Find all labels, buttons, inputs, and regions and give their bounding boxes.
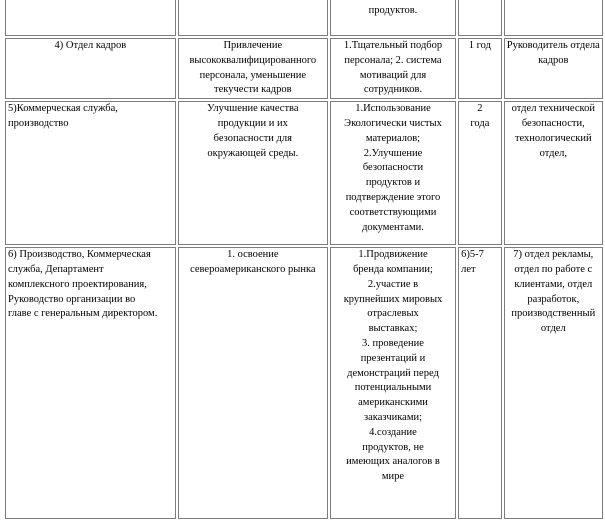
cell-text: 6) Производство, Коммерческая служба, Департамент комплексного проектирования, Руководство организации во главе с генеральным директором. (8, 249, 158, 320)
table-cell (458, 0, 501, 36)
table-cell (504, 0, 603, 36)
table-row (5, 38, 603, 99)
department-cell (5, 38, 176, 99)
cell-text: 1.Продвижение бренда компании; 2.участие в крупнейших мировых отраслевых выставках; 3. проведение презентаций и демонстраций перед потенциальными американскими заказчиками; 4.создание продуктов, не имеющих аналогов в мире (343, 249, 443, 483)
table-cell (330, 0, 456, 36)
cell-text: Улучшение качества продукции и их безопасности для окружающей среды. (207, 103, 299, 159)
cell-text: 7) отдел рекламы, отдел по работе с клиентами, отдел разработок, производственный отдел (511, 249, 596, 335)
cell-text: 1 год (468, 40, 491, 51)
cell-text: 4) Отдел кадров (54, 40, 127, 51)
strategy-table (3, 0, 605, 521)
responsible-cell (504, 247, 603, 519)
table-row (5, 247, 603, 519)
cell-text: 5)Коммерческая служба, производство (8, 103, 118, 129)
responsible-cell (504, 38, 603, 99)
table-cell (5, 0, 176, 36)
goal-cell (178, 38, 328, 99)
cell-text: 1. освоение североамериканского рынка (190, 249, 316, 275)
table-row (5, 0, 603, 36)
cell-text: Руководитель отдела кадров (506, 40, 600, 66)
goal-cell (178, 101, 328, 245)
term-cell (458, 101, 501, 245)
table-row (5, 101, 603, 245)
cell-text: 1.Тщательный подбор персонала; 2. система мотиваций для сотрудников. (343, 40, 443, 96)
actions-cell (330, 101, 456, 245)
department-cell (5, 247, 176, 519)
cell-text: отдел технической безопасности, технологический отдел, (511, 103, 595, 159)
cell-text: продуктов. (368, 4, 418, 16)
cell-text: 2 года (470, 103, 490, 129)
cell-text: 1.Использование Экологически чистых материалов; 2.Улучшение безопасности продуктов и подтверждение этого соответствующими документами. (344, 103, 442, 233)
term-cell (458, 38, 501, 99)
department-cell (5, 101, 176, 245)
goal-cell (178, 247, 328, 519)
table-cell (178, 0, 328, 36)
actions-cell (330, 38, 456, 99)
cell-text: Привлечение высококвалифицированного персонала, уменьшение текучести кадров (189, 40, 317, 96)
actions-cell (330, 247, 456, 519)
responsible-cell (504, 101, 603, 245)
term-cell (458, 247, 501, 519)
cell-text: 6)5-7 лет (461, 249, 484, 275)
